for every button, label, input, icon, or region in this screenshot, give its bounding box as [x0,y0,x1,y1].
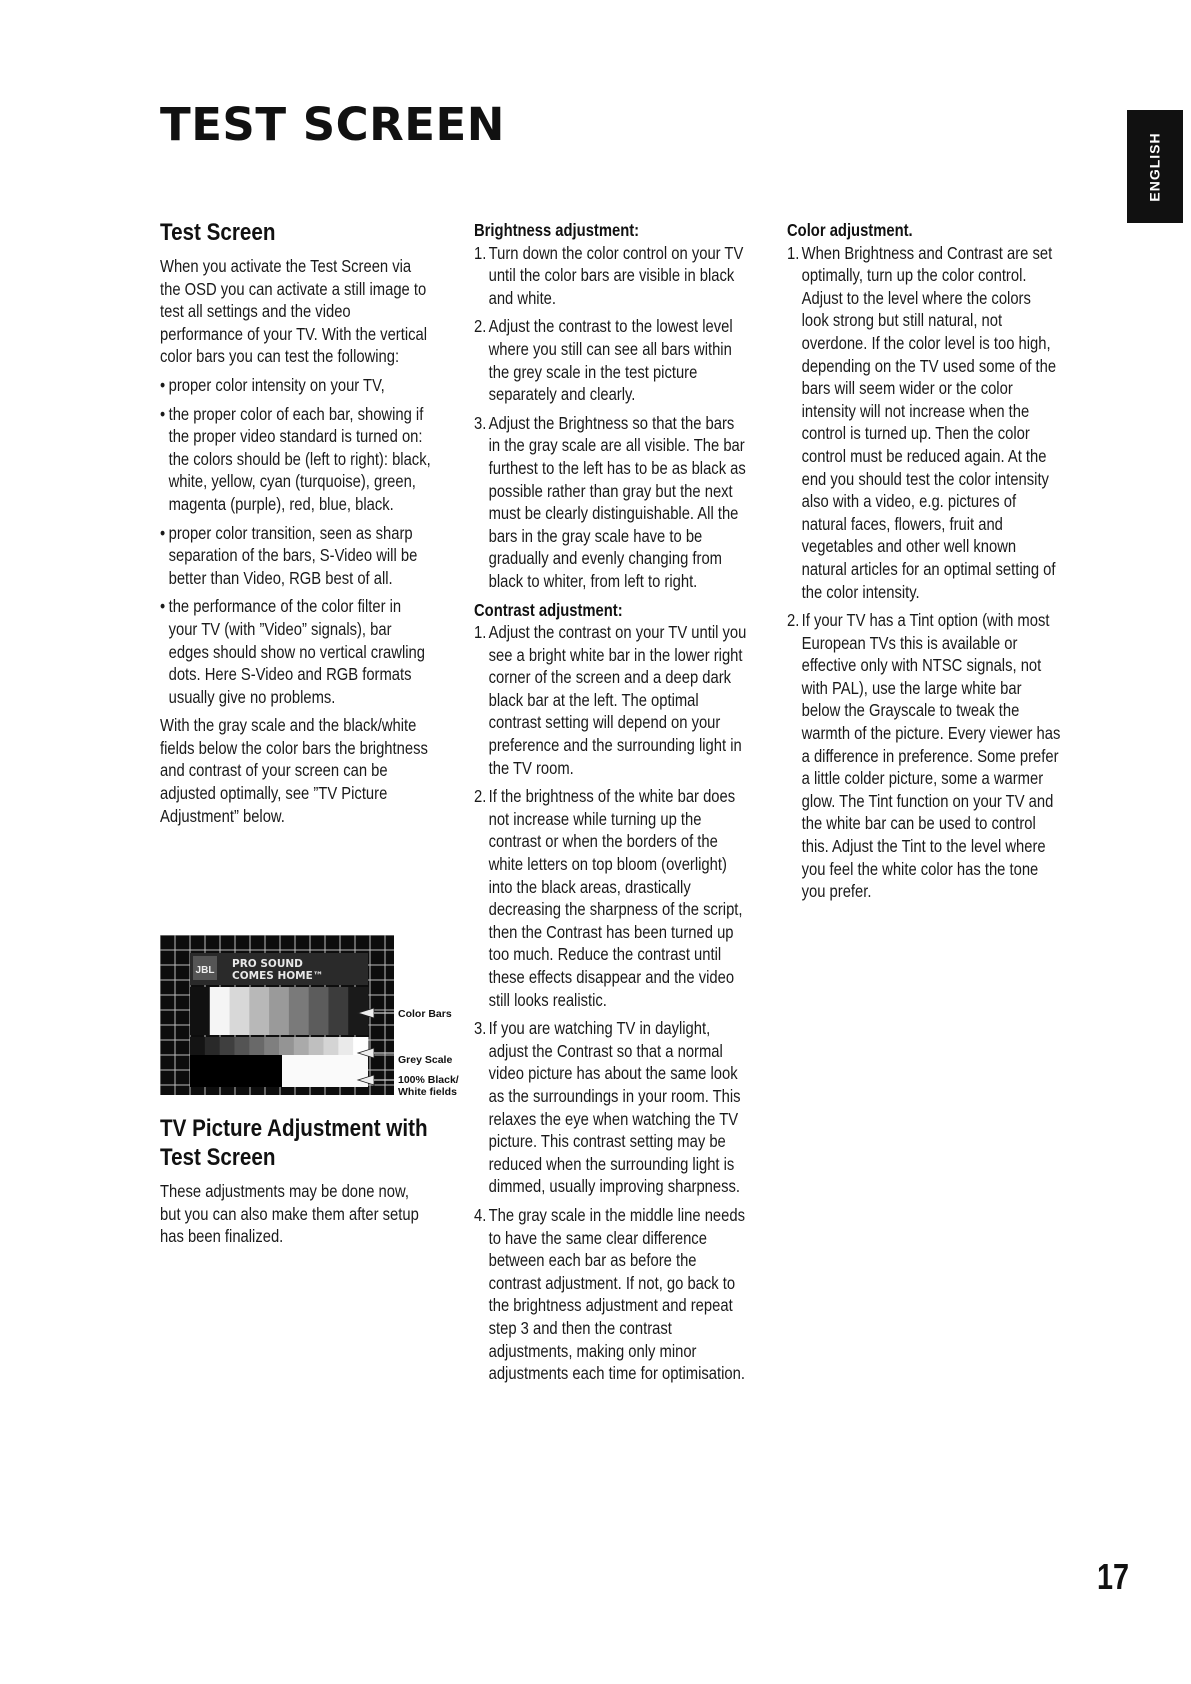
column-2 [474,219,747,1391]
step-text: Turn down the color control on your TV until the color bars are visible in black and white. [488,242,744,308]
color-bar [190,987,210,1035]
step-text: The gray scale in the middle line needs to have the same clear difference between each bar as before the contrast adjustment. If not, go back to the brightness adjustment and repeat step 3 and then the contrast adjustments, making only minor adjustments each time for optimisation. [488,1204,745,1384]
step-number: 2. [474,316,487,337]
black-white-label-line-2: White fields [398,1086,457,1098]
color-bar [269,987,289,1035]
step-text: Adjust the contrast on your TV until you see a bright white bar in the lower right corner of the screen and a deep dark black bar at the left. The optimal contrast setting will depend on your preference and the surrounding light in the TV room. [488,622,747,778]
step-number: 1. [474,622,487,643]
grey-bar [235,1037,250,1055]
step-number: 4. [474,1204,487,1225]
list-item [474,621,747,779]
contrast-steps [474,621,747,1385]
list-item: • proper color transition, seen as sharp separation of the bars, S-Video will be better than Video, RGB best of all. [160,522,433,590]
step-number: 2. [787,610,800,631]
color-heading: Color adjustment. [787,220,913,240]
step-text: Adjust the contrast to the lowest level where you still can see all bars within the grey scale in the test picture separately and clearly. [488,316,733,405]
grey-bar [294,1037,309,1055]
intro-paragraph: When you activate the Test Screen via the OSD you can activate a still image to test all settings and the video performance of your TV. With the vertical color bars you can test the following: [160,256,428,367]
step-text: When Brightness and Contrast are set optimally, turn up the color control. Adjust to the level where the colors look strong but still natural, not overdone. If the color level is too high, depending on the TV used some of the bars will seem wider or the color intensity will not increase when the control is turned up. Then the color control must be reduced again. At the end you should test the color intensity also with a video, e.g. pictures of natural faces, flowers, fruit and vegetables and other well known natural articles for an optimal setting of the color intensity. [801,242,1057,602]
step-text: Adjust the Brightness so that the bars in the gray scale are all visible. The bar furthest to the left has to be as black as possible rather than gray but the next must be clearly distinguishable. All the bars in the gray scale have to be gradually and evenly changing from black to whiter, from left to right. [488,412,746,591]
column-1 [160,218,433,833]
step-number: 2. [474,786,487,807]
color-bar [249,987,269,1035]
language-tab [1127,110,1183,223]
contrast-heading: Contrast adjustment: [474,599,623,620]
grey-bar [190,1037,205,1055]
language-tab-label: ENGLISH [1147,131,1164,202]
step-number: 3. [474,1018,487,1039]
grey-bar [324,1037,339,1055]
grey-scale-label: Grey Scale [398,1054,453,1066]
step-text: If the brightness of the white bar does not increase while turning up the contrast or when the borders of the white letters on top bloom (overlight) into the black areas, drastically decreasing the sharpness of the script, then the Contrast has been turned up too much. Reduce the contrast until these effects disappear and the video still looks realistic. [488,786,743,1010]
list-item: • the proper color of each bar, showing if the proper video standard is turned on: the colors should be (left to right): black, white, yellow, cyan (turquoise), green, magenta (purple), red, blue, black. [160,403,433,516]
grey-bar [264,1037,279,1055]
step-number: 1. [787,242,800,263]
color-bar [328,987,348,1035]
banner-line-2: COMES HOME™ [232,970,324,982]
column-1-lower [160,1114,433,1254]
list-item: • proper color intensity on your TV, [160,374,433,397]
column-3 [787,219,1060,909]
step-text: If your TV has a Tint option (with most European TVs this is available or effective only with NTSC signals, not with PAL), use the large white bar below the Grayscale to tweak the warmth of the picture. Every viewer has a difference in preference. Some prefer a little colder picture, some a warmer glow. The Tint function on your TV and the white bar can be used to control this. Adjust the Tint to the level where you feel the white color has the tone you prefer. [801,610,1061,902]
list-item: • the performance of the color filter in your TV (with ”Video” signals), bar edges should show no vertical crawling dots. Here S-Video and RGB formats usually give no problems. [160,595,433,708]
list-item [474,785,747,1011]
list-item [474,242,747,310]
color-bar [210,987,230,1035]
grey-bar [279,1037,294,1055]
test-pattern-image [160,935,394,1095]
grey-bar [205,1037,220,1055]
page-number: 17 [1097,1556,1130,1597]
grey-bar [220,1037,235,1055]
step-number: 1. [474,242,487,263]
list-item [474,1204,747,1385]
banner-line-1: PRO SOUND [232,958,303,970]
test-list [160,374,433,708]
brightness-heading: Brightness adjustment: [474,220,640,240]
test-screen-figure [160,935,460,1098]
color-bar [309,987,329,1035]
step-text: If you are watching TV in daylight, adjust the Contrast so that a normal video picture has about the same look as the surroundings in your room. This relaxes the eye when watching the TV picture. This contrast setting may be reduced when the surrounding light is dimmed, usually improving sharpness. [488,1018,741,1197]
list-item [787,242,1060,604]
color-bars-label: Color Bars [398,1008,452,1020]
list-item [474,315,747,405]
logo-mark: JBL [195,965,215,976]
color-steps [787,242,1060,903]
list-item [474,1017,747,1198]
list-item [787,609,1060,903]
grey-bar [309,1037,324,1055]
grayscale-paragraph: With the gray scale and the black/white fields below the color bars the brightness and contrast of your screen can be adjusted optimally, see ”TV Picture Adjustment” below. [160,715,428,826]
black-white-label-line-1: 100% Black/ [398,1074,459,1086]
step-number: 3. [474,412,487,433]
grey-bar [249,1037,264,1055]
list-item [474,412,747,593]
color-bar [289,987,309,1035]
page-title: TEST SCREEN [160,98,505,151]
color-bar [230,987,250,1035]
brightness-steps [474,242,747,593]
adjustment-paragraph: These adjustments may be done now, but you can also make them after setup has been finalized. [160,1181,419,1247]
section-heading-tv-picture-adjustment: TV Picture Adjustment with Test Screen [160,1115,428,1171]
grey-bar [338,1037,353,1055]
section-heading-test-screen: Test Screen [160,219,276,246]
